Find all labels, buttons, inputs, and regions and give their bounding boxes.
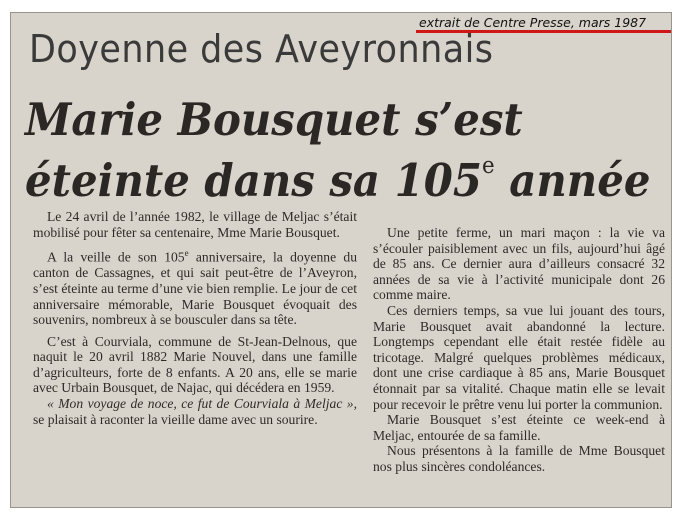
left-paragraph-4-end: , se plaisait à raconter la vieille dame avec un sourire. [33, 396, 357, 427]
headline-line-2 [25, 153, 650, 207]
headline-line-2-text: éteinte dans sa 105 [25, 154, 482, 207]
headline-line-2-end: année [494, 154, 651, 207]
right-paragraph-4: Nous présentons à la famille de Mme Bousquet nos plus sincères condoléances. [373, 443, 665, 474]
left-paragraph-2 [33, 246, 357, 328]
quote: « Mon voyage de noce, ce fut de Courviala à Meljac » [47, 396, 354, 412]
left-paragraph-4 [33, 396, 357, 427]
left-paragraph-2-start: A la veille de son 105 [47, 249, 185, 265]
left-paragraph-1: Le 24 avril de l’année 1982, le village de Meljac s’était mobilisé pour fêter sa centenaire, Mme Marie Bousquet. [33, 209, 357, 240]
newspaper-clipping [10, 12, 672, 508]
article-left-column [33, 209, 357, 427]
article-right-column [373, 225, 665, 475]
left-paragraph-3: C’est à Courviala, commune de St-Jean-Delnous, que naquit le 20 avril 1882 Marie Nouvel, dans une famille d’agriculteurs, forte de 8 enfants. A 20 ans, elle se marie avec Urbain Bousquet, de Najac, qui décédera en 1959. [33, 333, 357, 396]
headline-line-1: Marie Bousquet s’est [25, 93, 523, 146]
left-paragraph-2-end: anniversaire, la doyenne du canton de Cassagnes, et qui sait peut-être de l’Aveyron, s’est éteinte au terme d’une vie bien remplie. Le jour de cet anniversaire mémorable, Marie Bousquet évoquait des souvenirs, nombreux à se bousculer dans sa tête. [33, 249, 357, 328]
left-paragraph-2-sup: e [184, 248, 189, 259]
kicker-heading: Doyenne des Aveyronnais [29, 27, 494, 71]
right-paragraph-2: Ces derniers temps, sa vue lui jouant des tours, Marie Bousquet avait abandonné la lecture. Longtemps cependant elle était restée fidèle au tricotage. Malgré quelques problèmes médicaux, dont une crise cardiaque à 85 ans, Marie Bousquet étonnait par sa vitalité. Chaque matin elle se levait pour recevoir le prêtre venu lui porter la communion. [373, 302, 665, 412]
right-paragraph-1: Une petite ferme, un mari maçon : la vie va s’écouler paisiblement avec un fils, aujourd’hui âgé de 85 ans. Ce dernier aura d’ailleurs consacré 32 années de sa vie à l’activité municipale dont 26 comme maire. [373, 225, 665, 303]
right-paragraph-3: Marie Bousquet s’est éteinte ce week-end à Meljac, entourée de sa famille. [373, 412, 665, 443]
source-note: extrait de Centre Presse, mars 1987 [419, 15, 647, 30]
headline-superscript: e [481, 153, 495, 179]
